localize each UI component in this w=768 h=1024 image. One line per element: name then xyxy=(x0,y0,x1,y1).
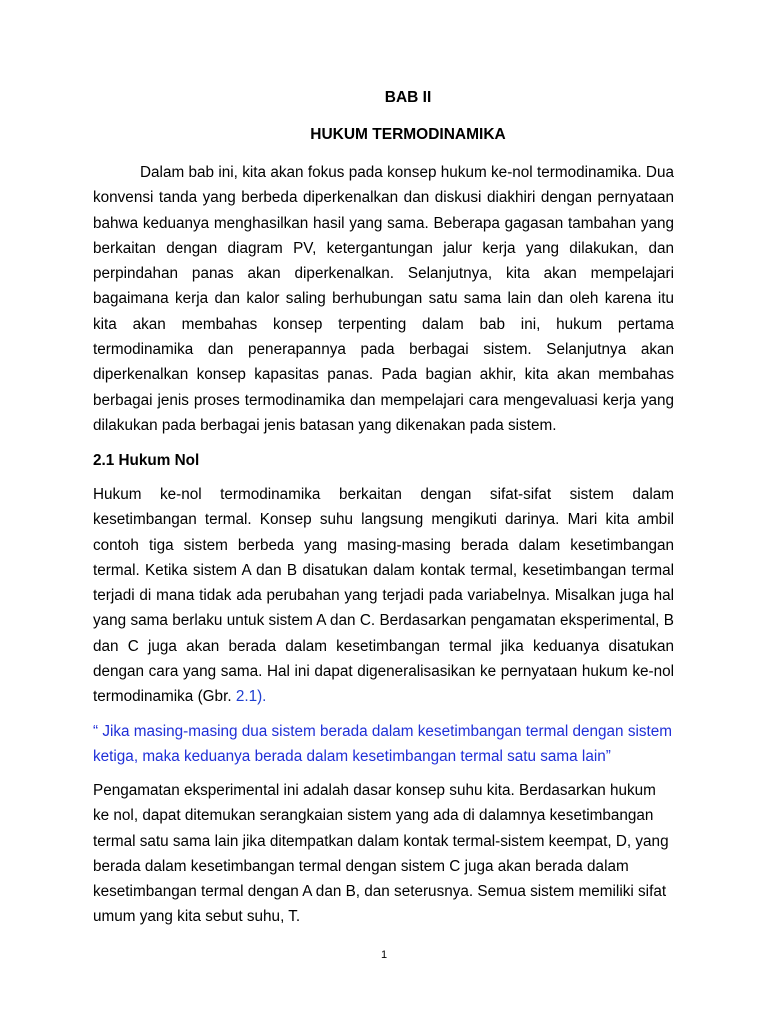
section-paragraph-text: Hukum ke-nol termodinamika berkaitan dengan sifat-sifat sistem dalam kesetimbangan termal. Konsep suhu langsung mengikuti darinya. Mari kita ambil contoh tiga sistem berbeda yang masing-masing berada dalam kesetimbangan termal. Ketika sistem A dan B disatukan dalam kontak termal, kesetimbangan termal terjadi di mana tidak ada perubahan yang terjadi pada variabelnya. Misalkan juga hal yang sama berlaku untuk sistem A dan C. Berdasarkan pengamatan eksperimental, B dan C juga akan berada dalam kesetimbangan termal jika keduanya disatukan dengan cara yang sama. Hal ini dapat digeneralisasikan ke pernyataan hukum ke-nol termodinamika (Gbr. xyxy=(93,486,674,706)
closing-paragraph: Pengamatan eksperimental ini adalah dasar konsep suhu kita. Berdasarkan hukum ke nol, dapat ditemukan serangkaian sistem yang ada di dalamnya kesetimbangan termal satu sama lain jika ditempatkan dalam kontak termal-sistem keempat, D, yang berada dalam kesetimbangan termal dengan sistem C juga akan berada dalam kesetimbangan termal dengan A dan B, dan seterusnya. Semua sistem memiliki sifat umum yang kita sebut suhu, T. xyxy=(93,782,669,926)
zeroth-law-quote: “ Jika masing-masing dua sistem berada dalam kesetimbangan termal dengan sistem ketiga, maka keduanya berada dalam kesetimbangan termal satu sama lain” xyxy=(93,723,673,766)
intro-paragraph: Dalam bab ini, kita akan fokus pada konsep hukum ke-nol termodinamika. Dua konvensi tanda yang berbeda diperkenalkan dan diskusi diakhiri dengan pernyataan bahwa keduanya menghasilkan hasil yang sama. Beberapa gagasan tambahan yang berkaitan dengan diagram PV, ketergantungan jalur kerja yang dilakukan, dan perpindahan panas akan diperkenalkan. Selanjutnya, kita akan mempelajari bagaimana kerja dan kalor saling berhubungan satu sama lain dan oleh karena itu kita akan membahas konsep terpenting dalam bab ini, hukum pertama termodinamika dan penerapannya pada berbagai sistem. Selanjutnya akan diperkenalkan konsep kapasitas panas. Pada bagian akhir, kita akan membahas berbagai jenis proses termodinamika dan mempelajari cara mengevaluasi kerja yang dilakukan pada berbagai jenis batasan yang dikenakan pada sistem. xyxy=(93,164,674,434)
page-number: 1 xyxy=(380,949,388,961)
chapter-label: BAB II xyxy=(384,89,432,106)
section-paragraph xyxy=(93,482,674,710)
figure-reference-link[interactable]: 2.1). xyxy=(235,688,267,706)
section-heading: 2.1 Hukum Nol xyxy=(93,452,200,469)
chapter-title: HUKUM TERMODINAMIKA xyxy=(310,126,506,143)
